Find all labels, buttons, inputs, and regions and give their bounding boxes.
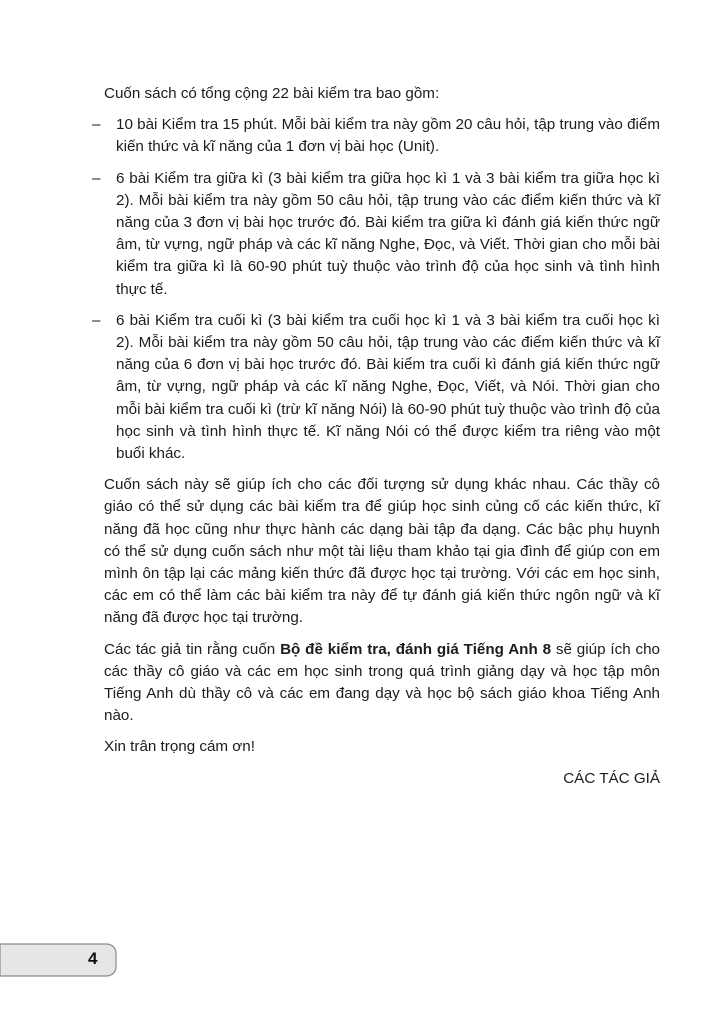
page-number: 4 — [88, 949, 98, 968]
belief-text-before: Các tác giả tin rằng cuốn — [104, 640, 281, 658]
intro-text: Cuốn sách có tổng cộng 22 bài kiểm tra bao gồm: — [104, 85, 440, 102]
bullet-text: 10 bài Kiểm tra 15 phút. Mỗi bài kiểm tra này gồm 20 câu hỏi, tập trung vào điểm kiến thức và kĩ năng của 1 đơn vị bài học (Unit). — [116, 116, 660, 156]
book-title: Bộ đề kiểm tra, đánh giá Tiếng Anh 8 — [280, 640, 552, 658]
bullet-item-15-minute-tests — [92, 114, 660, 158]
page-tab-shape — [0, 943, 118, 977]
authors-signature: CÁC TÁC GIẢ — [563, 769, 660, 787]
page-body — [92, 83, 660, 790]
belief-text-after: sẽ giúp ích cho các thầy cô giáo và các em học sinh trong quá trình giảng dạy và học tập môn Tiếng Anh dù thầy cô và các em đang dạy và học bộ sách giáo khoa Tiếng Anh nào. — [104, 640, 660, 725]
usage-paragraph: Cuốn sách này sẽ giúp ích cho các đối tượng sử dụng khác nhau. Các thầy cô giáo có thể sử dụng các bài kiểm tra để giúp học sinh củng cố các kiến thức, kĩ năng đã học cũng như thực hành các dạng bài tập đa dạng. Các bậc phụ huynh có thể sử dụng cuốn sách như một tài liệu tham khảo tại gia đình để giúp con em mình ôn tập lại các mảng kiến thức đã được học tại trường. Với các em học sinh, các em có thể làm các bài kiểm tra này để tự đánh giá kiến thức ngôn ngữ và kĩ năng đã được học tại trường. — [104, 476, 660, 627]
bullet-text: 6 bài Kiểm tra cuối kì (3 bài kiểm tra cuối học kì 1 và 3 bài kiểm tra cuối học kì 2). Mỗi bài kiểm tra này gồm 50 câu hỏi, tập trung vào các điểm kiến thức và kĩ năng của 6 đơn vị bài học trước đó. Bài kiểm tra cuối kì đánh giá kiến thức ngữ âm, từ vựng, ngữ pháp và các kĩ năng Nghe, Đọc, Viết, và Nói. Thời gian cho mỗi bài kiểm tra cuối kì (trừ kĩ năng Nói) là 60-90 phút tuỳ thuộc vào trình độ của học sinh và tình hình thực tế. Kĩ năng Nói có thể được kiểm tra riêng vào một buổi khác. — [116, 311, 660, 463]
page-number-tab — [0, 943, 118, 977]
bullet-text: 6 bài Kiểm tra giữa kì (3 bài kiểm tra giữa học kì 1 và 3 bài kiểm tra giữa học kì 2). Mỗi bài kiểm tra này gồm 50 câu hỏi, tập trung vào các điểm kiến thức và kĩ năng của 3 đơn vị bài học trước đó. Bài kiểm tra giữa kì đánh giá kiến thức ngữ âm, từ vựng, ngữ pháp và các kĩ năng Nghe, Đọc, và Viết. Thời gian cho mỗi bài kiểm tra giữa kì là 60-90 phút tuỳ thuộc vào trình độ của học sinh và tình hình thực tế. — [116, 169, 660, 298]
bullet-item-midterm-tests — [92, 168, 660, 301]
belief-paragraph — [104, 639, 660, 728]
bullet-dash: – — [92, 116, 101, 134]
bullet-item-final-tests — [92, 310, 660, 465]
bullet-dash: – — [92, 311, 101, 329]
thanks-line: Xin trân trọng cám ơn! — [104, 738, 255, 756]
bullet-dash: – — [92, 169, 101, 187]
